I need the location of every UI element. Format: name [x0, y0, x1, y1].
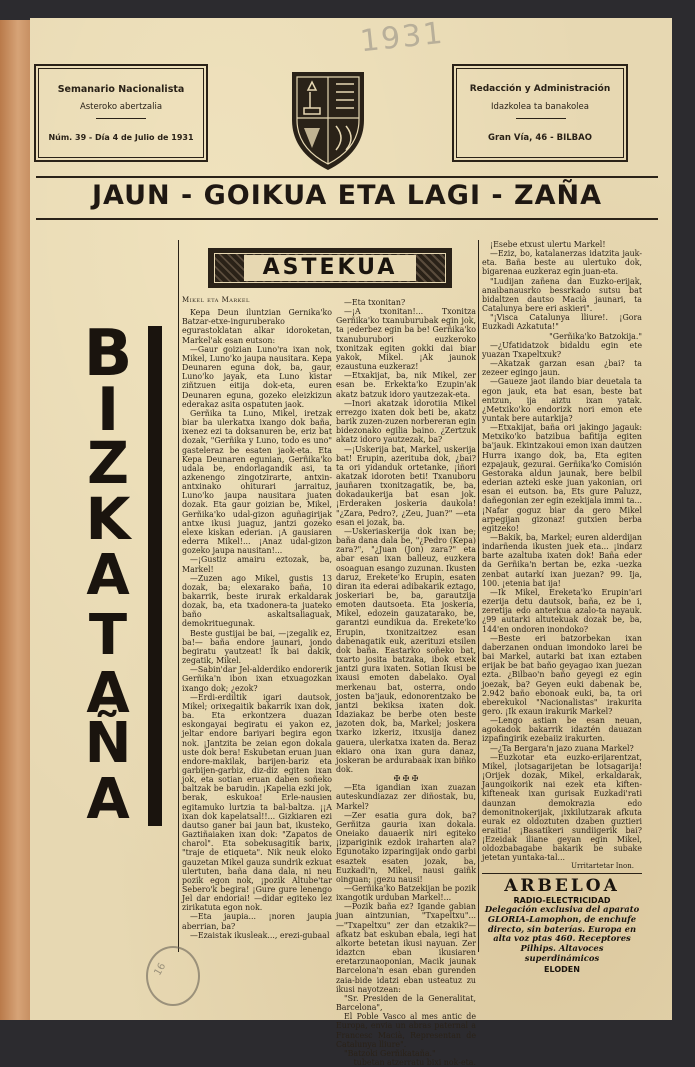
paragraph: —Beste eri batzorbekan ixan daberzanen onduan imondoko larei be bai Markel, autarki bat ixan eztaben erijak be bat baño geyagao ixan juezan ezta. ¿Bilbao'n baño geyegi ez egin joezak, ba? Geyen euki dabenak be, 2.942 baño ebonoak euki, ba, ta ori eberekukol "Nacionalistas" irakurita gero. ¡Ik exaun irakurik Markel?	[482, 633, 642, 716]
paragraph: —Zuzen ago Mikel, gustis 13 dozak, ba; elexarako baña, 10 bakarrik, beste irurak erkaldarak dozak, ba, eta txadonera-ta juateko baño askaltsaliaguak, demokrituegunak.	[182, 573, 332, 629]
coat-of-arms-seal	[288, 68, 368, 172]
paragraph: Beste gustijai be bai, —¡zegalik ez, ba!— baña endore jaunari, jondo begiratu yautzeat! Ik bai dakik, zegatik, Mikel.	[182, 628, 332, 666]
paragraph: tubetan atzerratu bixi nok-eta.	[353, 1057, 476, 1067]
section-banner	[208, 248, 452, 288]
paragraph: —Eziz, bo, katalanerzas idatzita jauk-eta. Baña beste au ulertuko dok, bigarenaa euzkeraz egin juan-eta.	[482, 249, 642, 277]
book-binding-edge	[0, 20, 30, 1020]
masthead-top-rule	[36, 176, 658, 178]
section-banner-label: ASTEKUA	[244, 255, 416, 281]
header-left-line2: Asteroko abertzalia	[79, 102, 163, 112]
paragraph: "Sr. Presiden de la Generalitat, Barcelona",	[336, 993, 476, 1013]
title-letter: A	[86, 661, 130, 726]
title-letter: A	[86, 543, 130, 608]
paragraph: —Gerñika'ko Batzekijan be pozik ixangotik urduban Markel!...	[336, 884, 476, 903]
title-letter: T	[88, 603, 128, 668]
article-column-3	[482, 240, 642, 872]
ornament: ✠ ✠ ✠	[393, 774, 419, 784]
paragraph: "Ludijan zañena dan Euzko-erijak, anaibanausrko bessrkado sutsu bat bidaltzen dautso Macià jaunari, ta Catalunya bere eri askieri".	[482, 276, 642, 314]
paragraph: —Akatzak garzan esan ¿bai? ta zezeer egingo jaun.	[482, 359, 642, 378]
masthead-bottom-rule	[36, 218, 658, 220]
paragraph: ¡Esebe etxust ulertu Markel!	[490, 240, 606, 249]
title-letter: K	[85, 485, 131, 553]
paragraph: —Zer esatia gura dok, ba? Gerñitza gauria ixan dokala. Oneiako dauaerik niri egiteko ¡izpariginik ezdok iraharten ala? Egunotako izparingijak ondo garbi esaztek esaten jozak, ba, Euzkadi'n, Mikel, nausi gaiñk oinguan; ¡gezu nausi!	[336, 810, 476, 884]
paragraph: "Batzoki Gerñikataña."	[344, 1048, 436, 1058]
ad-subtitle: RADIO-ELECTRICIDAD	[513, 896, 611, 905]
paragraph: —Uskeriaskerija dok ixan be; baña dana dala be, "¿Pedro (Kepa) zara?", "¿Juan (Jon) zara?" eta abar esan ixan balleuz, euzkera osoaguan esango zuzunan. Ikusten daruz, Erekete'ko Erupin, esaten diran ita ederai adibakarik eztago, joskeriari be, ba, garautzija emoten dautsoeta. Eta joskeria, Mikel, edozein gauzatarako, be, garantzi eundikua da. Erekete'ko Erupin, txonitzaitzez esan dabenagatik euk, azerituzi etsilen dok baña. Eastarko soñeko bat, txarto josita batzaka, ibok etxek jantzi gura ixaten. Sotian Ikusi be ixausi emoten dabelako. Oyal merkenau bat, osterra, ondo josten ba'jauk, edonorentzako be jantzi bekiksa ixaten dok. Idaziakaz be berbe oten beste jazoten dok, ba, Markel; joskera txarko izkeriz, itxusija danez gauera, ulerkatxa ixaten da. Beraz ekiaro ona ixan gura danaz, joskeran be ardurabaak ixan biñko dok.	[336, 526, 476, 774]
paragraph: —¿Ufatidatzok bidaldu egin ete yuazan Txapeltxuk?	[482, 340, 642, 359]
paragraph: —Bakik, ba, Markel; euren alderdijan indarñenda ikusten juek eta... ¡indarz barte azaltuba ixaten dok! Baña eder da Gerñika'n bertan be, ezka -uezka zenbat autarkí ixan juezan? 99. Ija, 100. ¡etenia bat ija!	[482, 533, 642, 588]
header-left-divider	[96, 118, 146, 119]
paragraph: —Etxakijat, ba, nik Mikel, zer esan be. Erkekta'ko Ezupin'ak akatz batzuk idoro yautzezak-eta.	[336, 371, 476, 399]
article-signature: Urritartetar Inon.	[571, 862, 634, 870]
vertical-title-bar	[148, 326, 162, 826]
paragraph: —¡Gustiz amairu eztozak, ba, Markel!	[182, 555, 332, 574]
article-byline: Mikel eta Markel	[182, 296, 250, 304]
header-right-line1: Redacción y Administración	[469, 84, 611, 94]
paragraph: El Poble Vasco al mes antic de Europa, envia un abras paternal a Francesc Macià, Representan de Catalunya lliure".	[336, 1012, 476, 1049]
library-stamp: 16	[146, 946, 200, 1006]
address-line: Gran Vía, 46 - BILBAO	[488, 133, 592, 143]
title-letter: B	[83, 317, 133, 391]
paragraph: —Etxakijat, baña ori jakingo jagauk: Metxiko'ko batzibua bafitija egiten ba'jauk. Ekintzakoui emon ixan dautzen Hurra ixango dok, ba, Eta egiten ezpajauk, gezurai. Gerñika'ko Comisión Gestoraka aldun jaunak, bere belbil ederian azteki eske juan yakonian, ori esan ei eutson. ba, Ets gure Paluzz, dañegonian zer egin ezekijala immi ta... ¡Nafar goguz biar da gero Mikel arpegijan gizonaz! gutxien berba egitzeko!	[482, 423, 642, 533]
paragraph: —Eta igandian ixan zuazan auteskundiazaz zer diñostak, bu, Markel?	[336, 783, 476, 811]
paragraph: "Gerñika'ko Batzokija."	[549, 331, 642, 341]
header-left-line1: Semanario Nacionalista	[57, 84, 185, 95]
handwritten-year: 1931	[358, 15, 446, 60]
paragraph: —Eta jaupia... ¡noren jaupia aberrian, ba?	[182, 912, 332, 931]
paragraph: —Ezaistak ikusleak..., erezi-gubaal	[190, 930, 330, 940]
header-right-line2: Idazkolea ta banakolea	[491, 102, 589, 112]
paragraph: —Eta txonitan?	[344, 298, 406, 307]
column-rule	[178, 240, 179, 952]
article-column-1	[182, 296, 332, 952]
paragraph: —Erdi-erdiltik igari dautsok, Mikel; orixegaitik bakarrik ixan dok, ba. Eta erkontzera duazan eskongayai begiratu ei yakon ez, jeltar endore bariyari begira egon nok. ¡Jantzita be zeian egon dokala uste dok bera! Eskubetan eruan juan endore-makilak, barijen-bariz eta garbijen-garbiz, diz-diz egiten ixan jok, eta sotian eruan daben soñeko baltzak be barudin. ¡Kapelia ezki jok, berak, eskukoa! Erle-nausien egitamuko lurtzia ta bal-baltza. ¡¡A ixan dok kapelatsal!!... Gizkiaren ezi dautso ganer bai jaun bat, ikusteko, Gaztiñaiaken ixan dok: "Zapatos de charol". Eta sobekusagitik barix, "traje de etiqueta". Nik neuk eloko gauzetan Mikel gauza sundrik ezkuat ulertuten, baña dana dala, ni neu pozik egon nok, ¡pozik Altube'tar Sebero'k begira! ¡Gure gure lenengo Jel dar endoriai! —didar egiteko lez zirikatuta egon nok.	[182, 692, 332, 913]
header-left-box	[34, 64, 208, 162]
paragraph: —¡A txonitan!... Txonitza Gerñika'ko txanuburubak egin jok, ta ¡ederbez egin ba be! Gerñika'ko txanuburubori euzkeroko txonitzak egiten gokki dai biar yakok, Mikel. ¡Ak jaunok ezaustuna euzkeraz!	[336, 307, 476, 372]
paragraph: —Pozik baña ez? Igande gabian juan aintzunian, "Txapeltxu"... —"Txapeltxu" zer dan etzakik?— afkatz bat eskuban ebala, iegi hat alkorte betetan ikusi nayuan. Zer idaztcn eban ikusiaren eretarzunaoponian, Macik jaunak Barcelona'n esan eban gurenden zaia-bide idatzi eban usteatuz zu ikusi nayotzean:	[336, 902, 476, 994]
title-letter: Ñ	[84, 711, 132, 776]
issue-line: Núm. 39 - Día 4 de Julio de 1931	[48, 133, 194, 142]
title-letter: I	[96, 375, 120, 445]
column-rule	[478, 240, 479, 952]
ad-footer: ELODEN	[544, 964, 580, 974]
paragraph: —Lengo astian be esan neuan, agokadok bakarrik idaztén dauazan izpafingirik ezebaiiz irakurten.	[482, 716, 642, 744]
title-letter: A	[86, 767, 130, 832]
paragraph: —Gaueze jaot ilando biar deuetala ta egon jauk, eta bat esan, beste bat entzun, ija aiztu ixan yatak. ¿Metxiko'ko endorizk nori emon ete yuntak bere autarkija?	[482, 377, 642, 423]
ad-top-rule	[482, 873, 642, 874]
header-right-box	[452, 64, 628, 162]
paragraph: —Ik Mikel, Ereketa'ko Erupin'ari ezerija detu dautsok, baña, ez be i, zeretija edo anterkua azalo-ta nayauk. ¿99 autarki altutekuak dozak be, ba, 144'en ondoren inondoko?	[482, 587, 642, 634]
ad-body: Delegación exclusiva del aparato GLORIA-Lamophon, de enchufe directo, sin baterías. Europa en alta voz ptas 460. Receptores Pilhips. Altavoces superdinámicos	[484, 904, 640, 963]
paragraph: —Euzkotar eta euzko-erijarentzat, Mikel, ¡lotsagarijetan be lotsagarija! ¡Orijek dozak, Mikel, erkaldarak, Jaungoikorik nai ezek eta kiften-kifteneak ixan gurisak Euzkadi'rati daunzan demokrazia edo demonitnokerijak, ¡ixkilutzarak afkuta eurak ez oldoztuten dzaben guztieri eraitia! ¡Basatikeri sundiigerik bai? ¡Ezeidak iliane geyan egin Mikel, oldozbabagabe bakarik be subake jetetan yuntaka-tal...	[482, 752, 642, 863]
paragraph: Gerñika ta Luno, Mikel, iretzak biar ba ulerkatxa ixango dok baña, ixenez ezi ta doksanuren be, eriz bat dozak, "Gerñika y Luno, todo es uno" gasteleraz be esaten jaok-eta. Eta Kepa Deunaren egunian, Gerñika'ko udala be, endorlagandik asi, ta azkenengo zingotzirarte, antxin-antxinako ohiturari jarraituz, Luno'ko jaupa nausitara juaten dozak. Eta gaur goizian be, Mikel, Gerñika'ko udal-gizon aguñagirijak antxe ikusi juaguz, jantzi gozeko elexe kiskan ederian. ¡A gausiaren ederra Mikel!... ¡Anaz udal-gizon gozeko jaupa nausitan!...	[182, 408, 332, 556]
paragraph: —Gaur goizian Luno'ra ixan nok, Mikel, Luno'ko jaupa nausitara. Kepa Deunaren eguna dok, ba, gaur, Luno'ko jayak, eta Luno kistar ziñtzuen eitija dok-eta, euren Deunaren eguna, gozeko eleizkizun ederakaz asita ospatuten jaok.	[182, 344, 332, 409]
masthead-motto: JAUN - GOIKUA ETA LAGI - ZAÑA	[92, 180, 602, 211]
paragraph: "¡Visca Catalunya lliure!. ¡Gora Euzkadi Azkatuta!"	[482, 313, 642, 332]
paragraph: —Inori akatzak idorotiia Mikel errezgo ixaten dok beti be, akatz barik zuzen-zuzen norbereran egin bidezonako egilia baino. ¿Zertzuk akatz idoro yautzezak, ba?	[336, 398, 476, 445]
paragraph: —¿Ta Bergara'n jazo zuana Markel?	[490, 743, 634, 753]
paragraph: —¡Uskerija bat, Markel, uskerija bat! Erupin, azerituba dok, ¿bai? ta ori yidanduk ortetanke, ¡iñori akatzak idoroten beti! Txanuboru jauñaren txonitzagatik, be, ba, dokadaukerija bat esan jok. ¡Erderaken joskeria daukola! "¿Zara, Pedro?, ¿Zeu, Juan?" —eta esan ei jozak, ba.	[336, 444, 476, 527]
advertisement-arbeloa	[482, 876, 642, 974]
header-right-divider	[516, 118, 566, 119]
title-letter: Z	[86, 429, 130, 497]
paragraph: —Sabin'dar Jel-alderdiko endorerik Gerñika'n ibon ixan etxuagozkan ixango dok; ¿ezok?	[182, 665, 332, 693]
article-column-2	[336, 298, 476, 1067]
ad-title: ARBELOA	[504, 876, 620, 896]
paragraph: Kepa Deun iluntzian Gernika'ko Batzar-etxe-inguruberako egurastoklatan alkar idoroketan, Markel'ak esan eutson:	[182, 308, 332, 345]
